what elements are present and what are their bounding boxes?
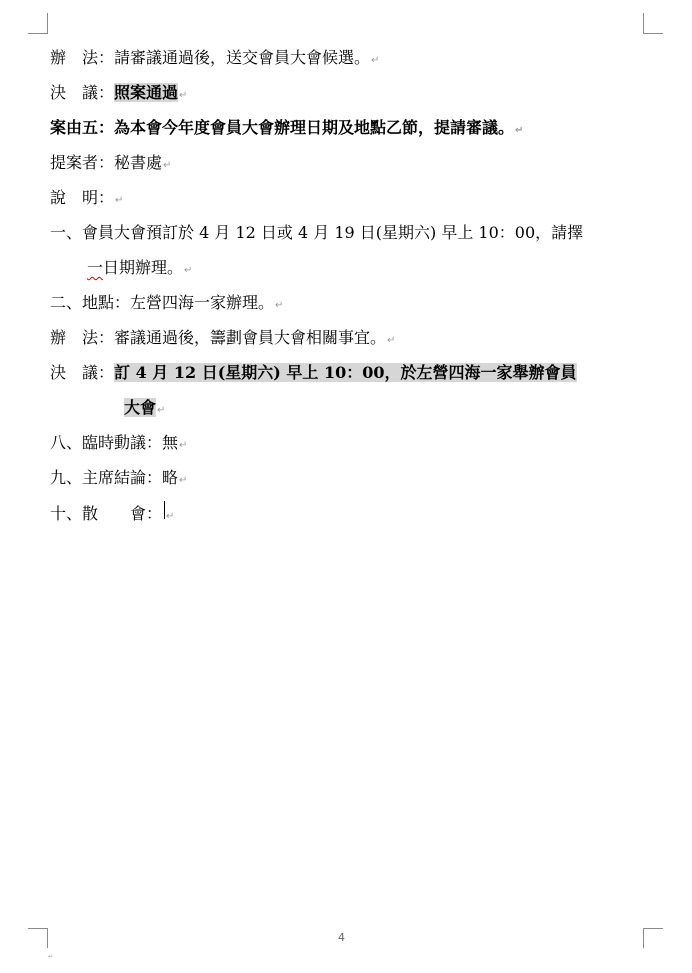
paragraph-method[interactable] bbox=[50, 46, 379, 70]
paragraph-item-two[interactable] bbox=[50, 291, 283, 315]
crop-mark-bottom-left bbox=[28, 928, 48, 929]
agenda-item-heading[interactable] bbox=[50, 116, 523, 140]
crop-mark-top-right bbox=[643, 33, 663, 34]
paragraph-label: 決 議： bbox=[50, 363, 115, 382]
paragraph-resolution[interactable] bbox=[50, 361, 577, 385]
paragraph-proposer[interactable] bbox=[50, 151, 171, 175]
paragraph-text: 十、散 會： bbox=[50, 504, 163, 523]
paragraph-label: 說 明： bbox=[50, 188, 115, 207]
paragraph-item-ten[interactable] bbox=[50, 501, 174, 525]
paragraph-mark-icon: ↵ bbox=[179, 90, 188, 101]
paragraph-method[interactable] bbox=[50, 326, 395, 350]
paragraph-mark-icon: ↵ bbox=[179, 475, 188, 486]
resolution-text: 訂 4 月 12 日(星期六) 早上 10：00，於左營四海一家舉辦會員 bbox=[114, 363, 577, 382]
paragraph-item-eight[interactable] bbox=[50, 431, 187, 455]
paragraph-mark-icon: ↵ bbox=[515, 125, 524, 136]
paragraph-resolution-continued[interactable] bbox=[124, 396, 165, 420]
paragraph-mark-icon: ↵ bbox=[166, 511, 175, 522]
text-cursor bbox=[164, 501, 165, 519]
resolution-text: 照案通過 bbox=[114, 83, 179, 102]
paragraph-text: 日期辦理。 bbox=[103, 258, 184, 277]
paragraph-item-nine[interactable] bbox=[50, 466, 187, 490]
paragraph-mark-icon: ↵ bbox=[157, 405, 166, 416]
paragraph-label: 決 議： bbox=[50, 83, 115, 102]
paragraph-mark-icon: ↵ bbox=[387, 335, 396, 346]
crop-mark-top-right bbox=[643, 13, 644, 33]
paragraph-explanation[interactable] bbox=[50, 186, 123, 210]
crop-mark-bottom-left bbox=[47, 928, 48, 948]
paragraph-text: 八、臨時動議：無 bbox=[50, 433, 179, 452]
page-number: 4 bbox=[338, 931, 345, 944]
paragraph-text: 一、會員大會預訂於 4 月 12 日或 4 月 19 日(星期六) 早上 10：00，請擇 bbox=[50, 223, 584, 242]
paragraph-label: 辦 法： bbox=[50, 48, 115, 67]
crop-mark-bottom-right bbox=[643, 928, 663, 929]
crop-mark-top-left bbox=[28, 33, 48, 34]
paragraph-mark-icon: ↵ bbox=[184, 265, 193, 276]
paragraph-text: 九、主席結論：略 bbox=[50, 468, 179, 487]
paragraph-text: 秘書處 bbox=[114, 153, 163, 172]
paragraph-mark-icon: ↵ bbox=[275, 300, 284, 311]
crop-mark-top-left bbox=[47, 13, 48, 33]
paragraph-resolution[interactable] bbox=[50, 81, 187, 105]
paragraph-mark-icon: ↵ bbox=[163, 160, 172, 171]
paragraph-text: 二、地點：左營四海一家辦理。 bbox=[50, 293, 275, 312]
crop-mark-bottom-right bbox=[643, 928, 644, 948]
paragraph-text: 請審議通過後，送交會員大會候選。 bbox=[114, 48, 371, 67]
paragraph-mark-icon: ↵ bbox=[179, 440, 188, 451]
paragraph-label: 辦 法： bbox=[50, 328, 115, 347]
resolution-text: 大會 bbox=[124, 398, 157, 417]
footer-paragraph-mark-icon: ↵ bbox=[48, 953, 54, 960]
spelling-flag-text[interactable]: 一 bbox=[87, 258, 104, 277]
heading-text: 案由五：為本會今年度會員大會辦理日期及地點乙節，提請審議。 bbox=[50, 118, 515, 137]
paragraph-item-one-continued[interactable] bbox=[87, 256, 192, 280]
paragraph-mark-icon: ↵ bbox=[371, 55, 380, 66]
paragraph-label: 提案者： bbox=[50, 153, 115, 172]
paragraph-item-one[interactable] bbox=[50, 221, 583, 245]
paragraph-mark-icon: ↵ bbox=[115, 195, 124, 206]
paragraph-text: 審議通過後，籌劃會員大會相關事宜。 bbox=[114, 328, 387, 347]
